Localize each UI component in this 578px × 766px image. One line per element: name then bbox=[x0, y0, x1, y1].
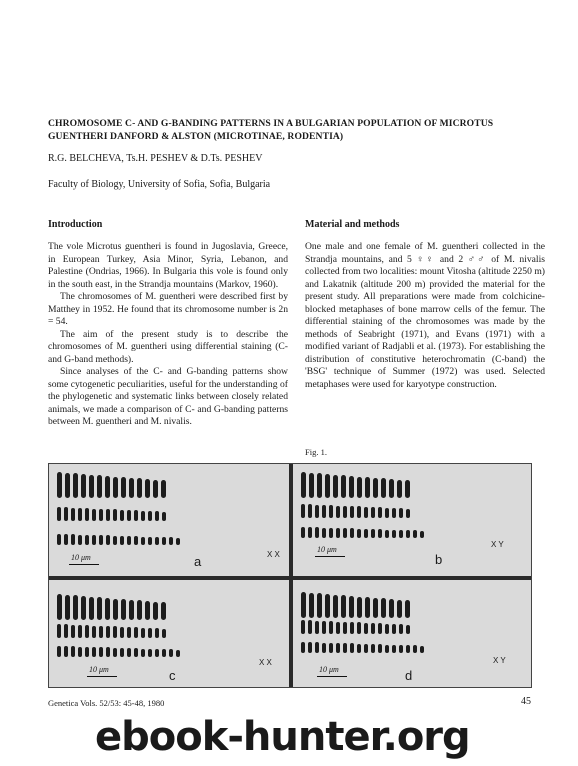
chromosome bbox=[399, 645, 403, 653]
chromosome bbox=[73, 595, 78, 620]
chromosome bbox=[64, 646, 68, 657]
chromosome bbox=[308, 527, 312, 538]
panel-label: b bbox=[435, 552, 443, 567]
chromosome bbox=[315, 642, 319, 653]
scale-label: 10 μm bbox=[71, 553, 91, 562]
chromosome bbox=[78, 647, 82, 657]
chromosome bbox=[176, 538, 180, 545]
chromosome bbox=[92, 626, 96, 638]
chromosome bbox=[89, 475, 94, 498]
chromosome bbox=[81, 596, 86, 620]
chromosome bbox=[329, 621, 333, 634]
chromosome bbox=[162, 537, 166, 545]
chromosome bbox=[148, 537, 152, 545]
chromosome bbox=[309, 473, 314, 498]
chromosome bbox=[148, 628, 152, 638]
chromosome bbox=[371, 529, 375, 538]
chromosome bbox=[406, 625, 410, 634]
chromosome bbox=[371, 507, 375, 518]
chromosome bbox=[365, 477, 370, 498]
scale-bar bbox=[317, 676, 347, 677]
panel-label: c bbox=[169, 668, 176, 683]
chromosome bbox=[127, 648, 131, 657]
intro-paragraph: The aim of the present study is to describe the chromosomes of M. guentheri using differential staining (C- and G-band methods). bbox=[48, 328, 288, 365]
chromosome-row bbox=[301, 592, 410, 618]
chromosome bbox=[350, 528, 354, 538]
authors: R.G. BELCHEVA, Ts.H. PESHEV & D.Ts. PESHEV bbox=[48, 153, 263, 164]
chromosome bbox=[106, 647, 110, 657]
chromosome bbox=[357, 597, 362, 618]
chromosome bbox=[364, 529, 368, 538]
chromosome bbox=[105, 598, 110, 620]
chromosome bbox=[89, 597, 94, 620]
chromosome bbox=[413, 645, 417, 653]
chromosome-row bbox=[301, 642, 424, 653]
chromosome bbox=[113, 536, 117, 545]
chromosome bbox=[120, 648, 124, 657]
chromosome bbox=[385, 530, 389, 538]
chromosome bbox=[105, 476, 110, 498]
chromosome bbox=[325, 474, 330, 498]
chromosome bbox=[85, 508, 89, 521]
chromosome bbox=[169, 537, 173, 545]
introduction-heading: Introduction bbox=[48, 219, 103, 230]
chromosome-row bbox=[57, 624, 166, 638]
chromosome bbox=[378, 507, 382, 518]
karyotype-figure bbox=[48, 463, 532, 688]
chromosome bbox=[357, 506, 361, 518]
sex-chromosome-label: X Y bbox=[493, 656, 506, 665]
chromosome bbox=[343, 622, 347, 634]
methods-paragraph: One male and one female of M. guentheri collected in the Strandja mountains, and 5 ♀♀ and 2 ♂♂ of M. nivalis collected from two localities: mount Vitosha (altitude 2250 m) and Lakatnik (altitude 200 m) provided the material for the present study. All preparations were made from colchicine-blocked metaphases of bone marrow cells of the femur. The differential staining of the chromosomes was made by the methods of Seabright (1971), and Evans (1971) with a modified variant of Radjabli et al. (1973). For establishing the distribution of constitutive heterochromatin (C-band) the 'BSG' technique of Summer (1972) was used. Selected metaphases were used for karyotype construction. bbox=[305, 241, 545, 390]
chromosome bbox=[113, 477, 118, 498]
chromosome bbox=[92, 535, 96, 545]
chromosome bbox=[325, 594, 330, 618]
chromosome bbox=[153, 602, 158, 620]
introduction-body bbox=[48, 241, 288, 429]
chromosome bbox=[301, 592, 306, 618]
figure-caption: Fig. 1. bbox=[305, 447, 327, 457]
chromosome bbox=[317, 473, 322, 498]
chromosome bbox=[336, 643, 340, 653]
chromosome bbox=[315, 621, 319, 634]
chromosome bbox=[106, 626, 110, 638]
panel-label: d bbox=[405, 668, 413, 683]
chromosome bbox=[120, 627, 124, 638]
intro-paragraph: Since analyses of the C- and G-banding patterns show some cytogenetic peculiarities, useful for the understanding of the phylogenetic and systematic links between closely related animals, we made a comparison of C- and G-banding patterns between M. guentheri and M. nivalis. bbox=[48, 366, 288, 427]
chromosome bbox=[373, 478, 378, 498]
chromosome bbox=[78, 508, 82, 521]
chromosome-row bbox=[57, 534, 180, 545]
chromosome bbox=[121, 477, 126, 498]
chromosome bbox=[336, 622, 340, 634]
chromosome bbox=[113, 648, 117, 657]
chromosome bbox=[65, 473, 70, 498]
chromosome bbox=[137, 478, 142, 498]
scale-bar bbox=[315, 556, 345, 557]
chromosome bbox=[106, 535, 110, 545]
chromosome bbox=[420, 531, 424, 538]
chromosome bbox=[322, 621, 326, 634]
chromosome bbox=[343, 643, 347, 653]
chromosome bbox=[169, 649, 173, 657]
chromosome bbox=[71, 534, 75, 545]
chromosome bbox=[141, 649, 145, 657]
chromosome bbox=[134, 536, 138, 545]
chromosome bbox=[333, 475, 338, 498]
chromosome bbox=[392, 508, 396, 518]
chromosome bbox=[71, 508, 75, 521]
chromosome bbox=[322, 505, 326, 518]
chromosome bbox=[365, 597, 370, 618]
chromosome bbox=[336, 506, 340, 518]
chromosome bbox=[301, 642, 305, 653]
chromosome bbox=[113, 626, 117, 638]
chromosome bbox=[64, 624, 68, 638]
chromosome-row bbox=[301, 504, 410, 518]
chromosome bbox=[343, 528, 347, 538]
chromosome bbox=[399, 508, 403, 518]
chromosome bbox=[309, 593, 314, 618]
figure-panel-b bbox=[293, 464, 531, 576]
chromosome bbox=[57, 534, 61, 545]
chromosome bbox=[65, 595, 70, 620]
chromosome bbox=[106, 509, 110, 521]
chromosome bbox=[81, 474, 86, 498]
chromosome bbox=[148, 649, 152, 657]
chromosome bbox=[349, 476, 354, 498]
chromosome bbox=[155, 511, 159, 521]
chromosome bbox=[333, 595, 338, 618]
chromosome bbox=[137, 600, 142, 620]
chromosome bbox=[121, 599, 126, 620]
chromosome bbox=[357, 477, 362, 498]
chromosome bbox=[141, 537, 145, 545]
sex-chromosome-label: X X bbox=[259, 658, 272, 667]
chromosome bbox=[127, 536, 131, 545]
chromosome bbox=[350, 643, 354, 653]
chromosome bbox=[145, 601, 150, 620]
chromosome bbox=[349, 596, 354, 618]
chromosome bbox=[99, 509, 103, 521]
chromosome bbox=[381, 478, 386, 498]
chromosome bbox=[176, 650, 180, 657]
chromosome bbox=[308, 642, 312, 653]
chromosome bbox=[127, 510, 131, 521]
journal-citation: Genetica Vols. 52/53: 45-48, 1980 bbox=[48, 698, 165, 708]
chromosome bbox=[378, 529, 382, 538]
chromosome bbox=[308, 620, 312, 634]
chromosome bbox=[392, 530, 396, 538]
chromosome bbox=[57, 594, 62, 620]
chromosome bbox=[357, 529, 361, 538]
chromosome bbox=[341, 475, 346, 498]
chromosome bbox=[148, 511, 152, 521]
chromosome bbox=[85, 535, 89, 545]
chromosome bbox=[162, 629, 166, 638]
chromosome bbox=[97, 597, 102, 620]
chromosome bbox=[378, 644, 382, 653]
chromosome bbox=[301, 504, 305, 518]
chromosome bbox=[317, 593, 322, 618]
chromosome bbox=[405, 600, 410, 618]
chromosome bbox=[329, 643, 333, 653]
chromosome bbox=[127, 627, 131, 638]
chromosome bbox=[322, 528, 326, 538]
watermark: ebook-hunter.org bbox=[95, 714, 470, 760]
intro-paragraph: The chromosomes of M. guentheri were described first by Matthey in 1952. He found that its chromosome number is 2n = 54. bbox=[48, 291, 288, 327]
chromosome bbox=[120, 536, 124, 545]
chromosome bbox=[153, 480, 158, 498]
chromosome bbox=[134, 627, 138, 638]
chromosome bbox=[378, 623, 382, 634]
figure-panel-d bbox=[293, 580, 531, 687]
chromosome bbox=[71, 625, 75, 638]
chromosome-row bbox=[301, 472, 410, 498]
chromosome bbox=[329, 505, 333, 518]
chromosome bbox=[357, 644, 361, 653]
chromosome bbox=[85, 625, 89, 638]
chromosome bbox=[92, 509, 96, 521]
chromosome bbox=[385, 624, 389, 634]
chromosome bbox=[392, 645, 396, 653]
paper-title: CHROMOSOME C- AND G-BANDING PATTERNS IN A BULGARIAN POPULATION OF MICROTUS GUENTHERI DANFORD & ALSTON (MICROTINAE, RODENTIA) bbox=[48, 118, 494, 142]
chromosome bbox=[399, 530, 403, 538]
chromosome bbox=[315, 527, 319, 538]
chromosome bbox=[73, 473, 78, 498]
chromosome bbox=[373, 598, 378, 618]
chromosome bbox=[145, 479, 150, 498]
chromosome-row bbox=[301, 620, 410, 634]
chromosome bbox=[57, 507, 61, 521]
chromosome bbox=[371, 623, 375, 634]
methods-heading: Material and methods bbox=[305, 219, 400, 230]
chromosome bbox=[134, 648, 138, 657]
sex-chromosome-label: X X bbox=[267, 550, 280, 559]
chromosome bbox=[420, 646, 424, 653]
chromosome bbox=[301, 472, 306, 498]
chromosome bbox=[141, 628, 145, 638]
scale-label: 10 μm bbox=[319, 665, 339, 674]
chromosome bbox=[161, 602, 166, 620]
chromosome bbox=[99, 647, 103, 657]
chromosome bbox=[57, 624, 61, 638]
sex-chromosome-label: X Y bbox=[491, 540, 504, 549]
chromosome bbox=[406, 645, 410, 653]
chromosome bbox=[57, 646, 61, 657]
chromosome bbox=[322, 643, 326, 653]
chromosome bbox=[71, 646, 75, 657]
chromosome bbox=[78, 535, 82, 545]
scale-bar bbox=[69, 564, 99, 565]
chromosome bbox=[397, 600, 402, 618]
page-number: 45 bbox=[521, 696, 531, 707]
chromosome bbox=[341, 595, 346, 618]
chromosome bbox=[301, 527, 305, 538]
chromosome bbox=[336, 528, 340, 538]
chromosome bbox=[413, 530, 417, 538]
figure-panel-c bbox=[49, 580, 289, 687]
chromosome bbox=[364, 507, 368, 518]
affiliation: Faculty of Biology, University of Sofia, Sofia, Bulgaria bbox=[48, 179, 271, 190]
chromosome bbox=[301, 620, 305, 634]
chromosome bbox=[155, 628, 159, 638]
chromosome bbox=[308, 504, 312, 518]
chromosome bbox=[364, 644, 368, 653]
chromosome bbox=[162, 649, 166, 657]
chromosome bbox=[364, 623, 368, 634]
chromosome bbox=[99, 535, 103, 545]
chromosome bbox=[371, 644, 375, 653]
chromosome bbox=[381, 598, 386, 618]
chromosome bbox=[97, 475, 102, 498]
chromosome bbox=[129, 600, 134, 620]
chromosome bbox=[397, 480, 402, 498]
chromosome bbox=[78, 625, 82, 638]
scale-label: 10 μm bbox=[89, 665, 109, 674]
chromosome-row bbox=[57, 472, 166, 498]
chromosome-row bbox=[57, 646, 180, 657]
chromosome bbox=[113, 509, 117, 521]
chromosome bbox=[350, 622, 354, 634]
chromosome-row bbox=[301, 527, 424, 538]
chromosome bbox=[134, 510, 138, 521]
figure-panel-a bbox=[49, 464, 289, 576]
intro-paragraph: The vole Microtus guentheri is found in Jugoslavia, Greece, in European Turkey, Asia Minor, Syria, Lebanon, and Palestine (Ondrias, 1966). In Bulgaria this vole is found only in the south east, in the Strandja mountains (Markov, 1960). bbox=[48, 241, 288, 290]
chromosome bbox=[85, 647, 89, 657]
chromosome bbox=[406, 509, 410, 518]
chromosome-row bbox=[57, 594, 166, 620]
chromosome bbox=[350, 506, 354, 518]
chromosome bbox=[161, 480, 166, 498]
methods-body bbox=[305, 241, 545, 391]
chromosome bbox=[405, 480, 410, 498]
panel-divider bbox=[49, 576, 531, 580]
chromosome bbox=[162, 512, 166, 521]
chromosome bbox=[399, 624, 403, 634]
chromosome bbox=[357, 622, 361, 634]
chromosome bbox=[155, 537, 159, 545]
chromosome bbox=[129, 478, 134, 498]
scale-label: 10 μm bbox=[317, 545, 337, 554]
chromosome bbox=[406, 530, 410, 538]
scale-bar bbox=[87, 676, 117, 677]
chromosome bbox=[99, 626, 103, 638]
chromosome bbox=[155, 649, 159, 657]
chromosome bbox=[141, 511, 145, 521]
chromosome bbox=[120, 510, 124, 521]
chromosome bbox=[57, 472, 62, 498]
chromosome bbox=[385, 508, 389, 518]
chromosome bbox=[329, 528, 333, 538]
chromosome bbox=[64, 507, 68, 521]
chromosome bbox=[389, 479, 394, 498]
chromosome bbox=[385, 645, 389, 653]
chromosome bbox=[343, 506, 347, 518]
chromosome bbox=[64, 534, 68, 545]
chromosome bbox=[315, 505, 319, 518]
chromosome bbox=[392, 624, 396, 634]
panel-label: a bbox=[194, 554, 202, 569]
chromosome bbox=[389, 599, 394, 618]
chromosome bbox=[113, 599, 118, 620]
chromosome-row bbox=[57, 507, 166, 521]
chromosome bbox=[92, 647, 96, 657]
